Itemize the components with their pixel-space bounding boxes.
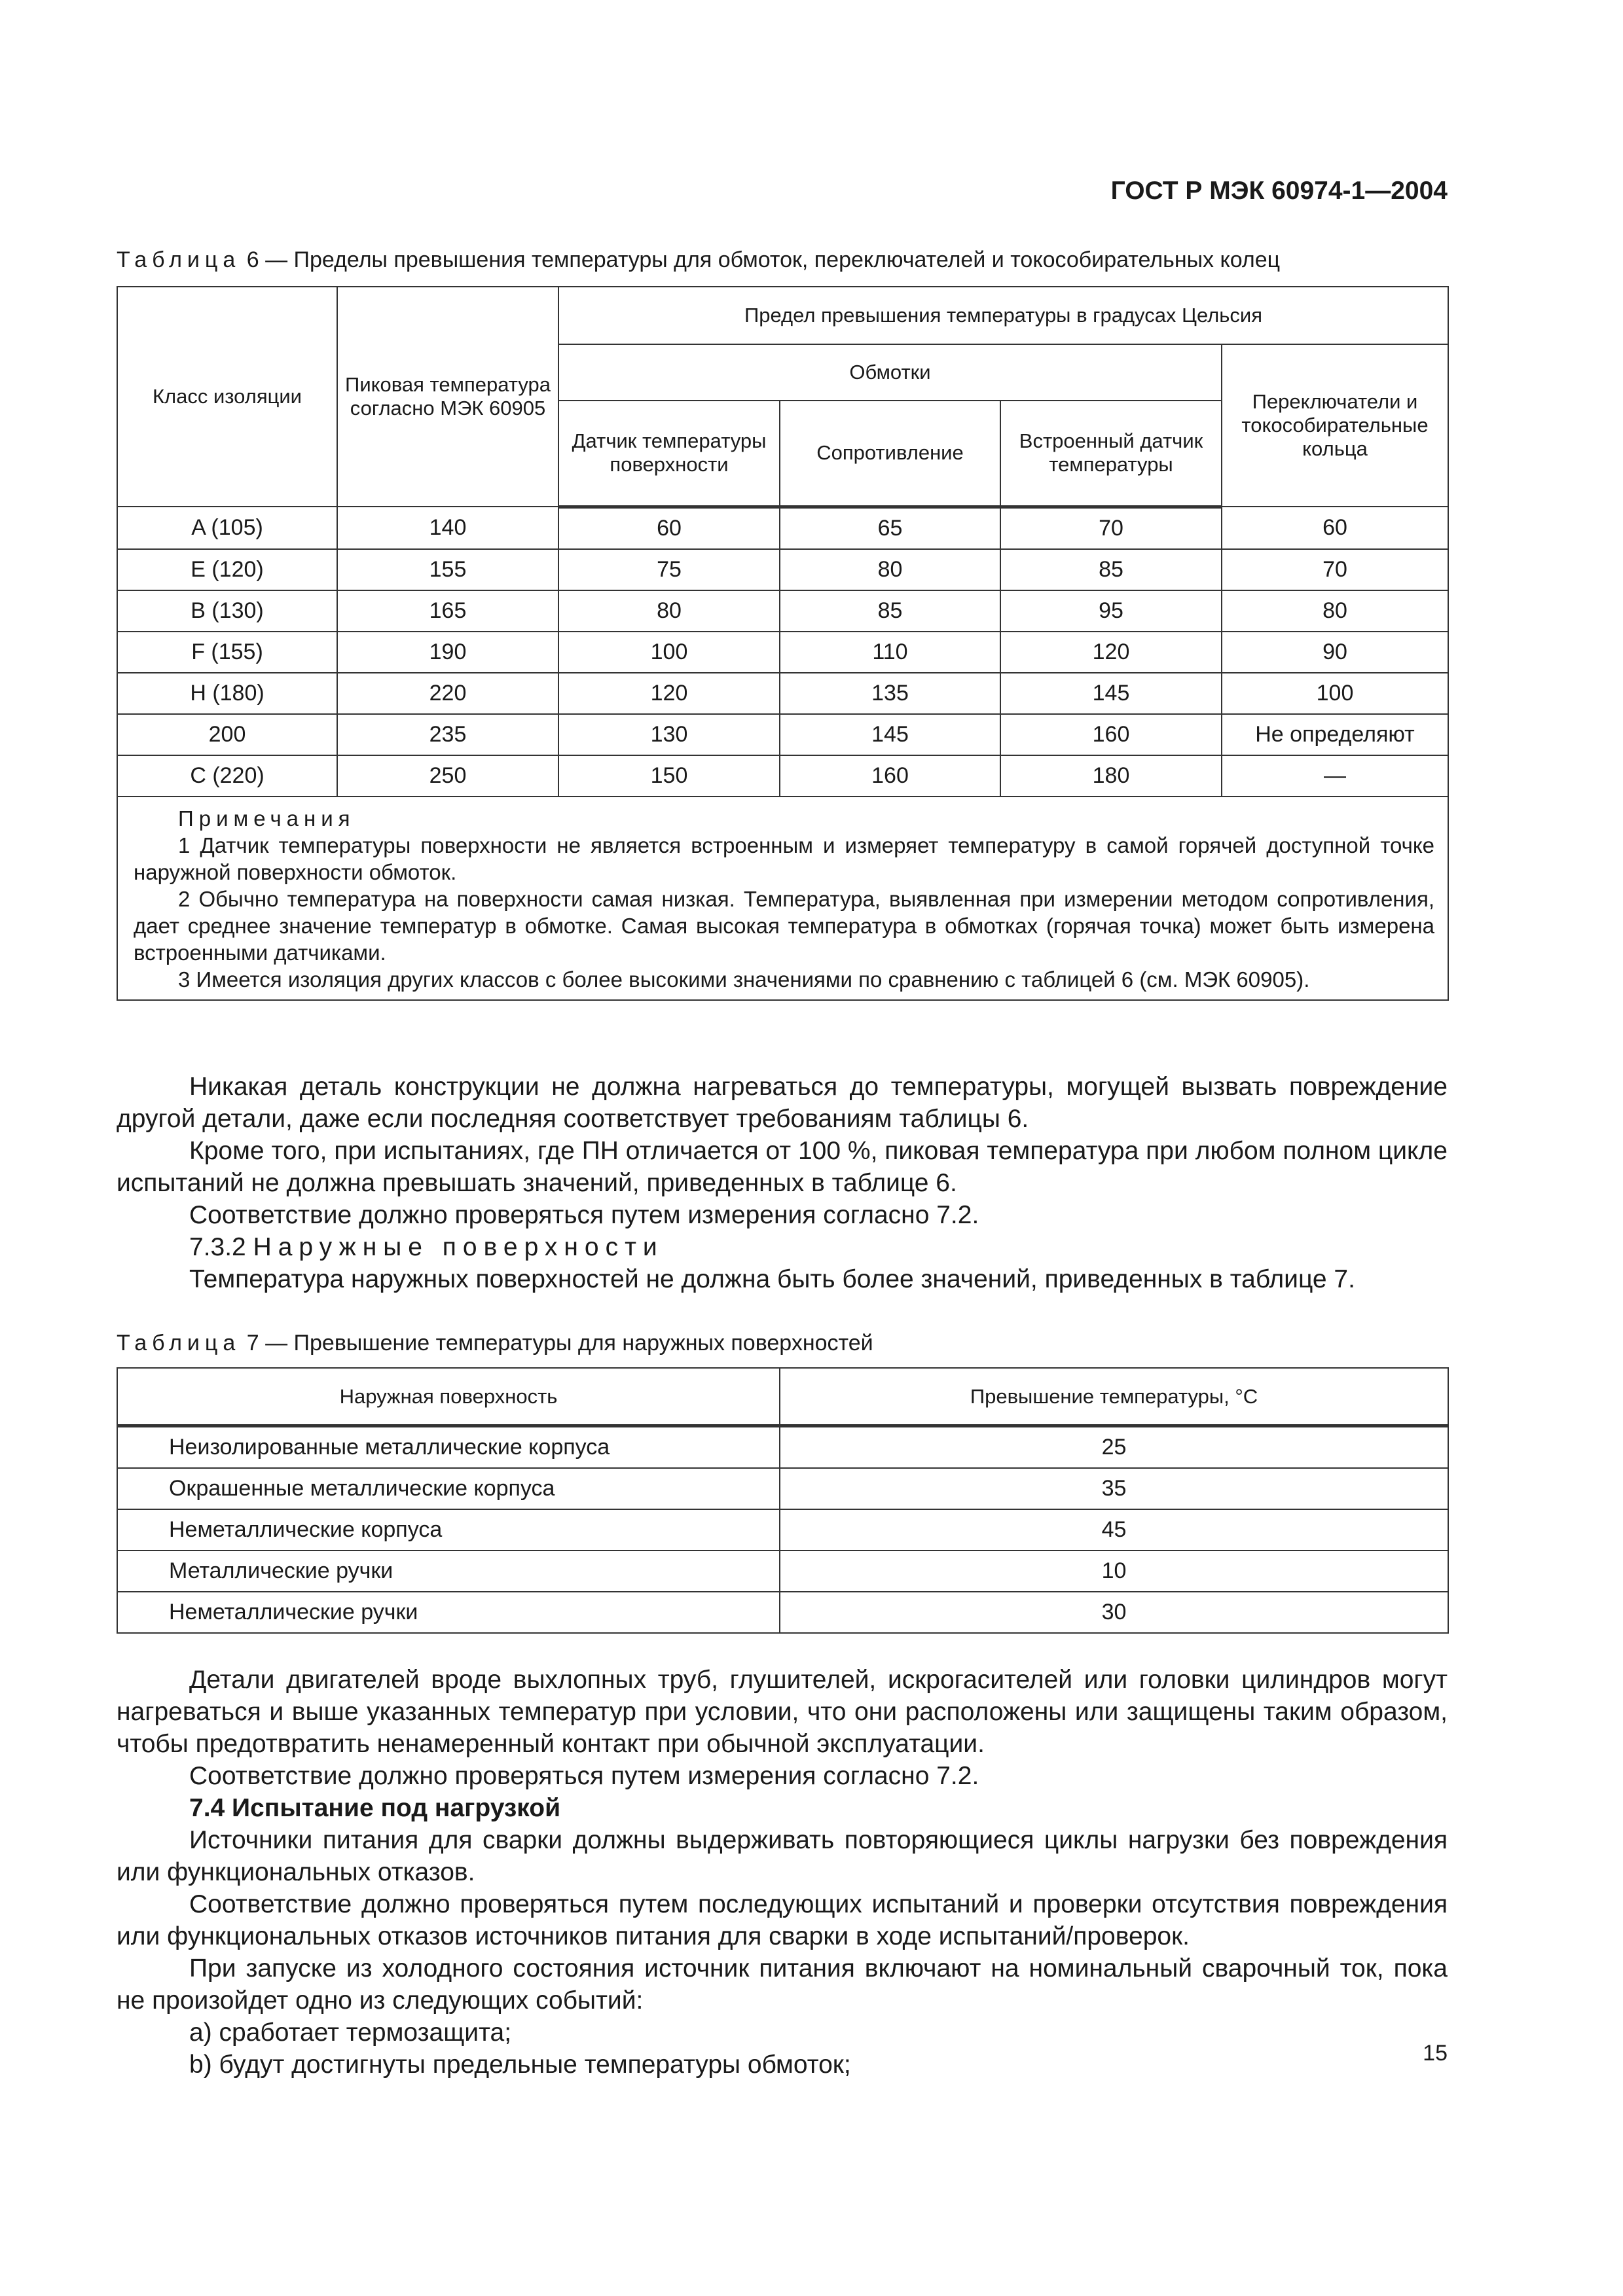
table7-caption-text: 7 — Превышение температуры для наружных поверхностей bbox=[240, 1331, 873, 1355]
cell-peak: 165 bbox=[337, 590, 558, 632]
header-surface: Наружная поверхность bbox=[117, 1368, 780, 1426]
cell-surface: 120 bbox=[558, 673, 780, 714]
cell-surface: Неметаллические корпуса bbox=[117, 1509, 780, 1551]
cell-switches: — bbox=[1222, 755, 1448, 797]
cell-peak: 235 bbox=[337, 714, 558, 755]
cell-peak: 190 bbox=[337, 632, 558, 673]
table6-caption-text: 6 — Пределы превышения температуры для обмоток, переключателей и токособирательных колец bbox=[240, 247, 1281, 272]
table6-caption-label: Таблица bbox=[117, 247, 241, 272]
subsection-title: Наружные поверхности bbox=[253, 1233, 664, 1261]
cell-surface: 150 bbox=[558, 755, 780, 797]
cell-surface: Неизолированные металлические корпуса bbox=[117, 1426, 780, 1469]
paragraph: При запуске из холодного состояния источник питания включают на номинальный сварочный ток, пока не произойдет одно из следующих событий: bbox=[117, 1954, 1448, 2015]
paragraph: Соответствие должно проверяться путем последующих испытаний и проверки отсутствия повреждения или функциональных отказов источников питания для сварки в ходе испытаний/проверок. bbox=[117, 1890, 1448, 1950]
cell-resistance: 145 bbox=[780, 714, 1000, 755]
page-number: 15 bbox=[1423, 2041, 1448, 2066]
table-row bbox=[117, 1426, 1448, 1469]
table-row bbox=[117, 590, 1448, 632]
table-row bbox=[117, 714, 1448, 755]
paragraph: Детали двигателей вроде выхлопных труб, глушителей, искрогасителей или головки цилиндров могут нагреваться и выше указанных температур при условии, что они расположены или защищены таким образом, чтобы предотвратить ненамеренный контакт при обычной эксплуатации. bbox=[117, 1666, 1448, 1758]
cell-class: F (155) bbox=[117, 632, 337, 673]
cell-rise: 35 bbox=[780, 1468, 1448, 1509]
cell-surface: 100 bbox=[558, 632, 780, 673]
note-3: 3 Имеется изоляция других классов с более высокими значениями по сравнению с таблицей 6 (см. МЭК 60905). bbox=[178, 967, 1310, 992]
table6-notes bbox=[117, 797, 1448, 1000]
cell-class: 200 bbox=[117, 714, 337, 755]
table-row bbox=[117, 755, 1448, 797]
cell-embedded: 70 bbox=[1000, 507, 1222, 549]
cell-peak: 250 bbox=[337, 755, 558, 797]
cell-resistance: 80 bbox=[780, 549, 1000, 590]
cell-surface: Неметаллические ручки bbox=[117, 1592, 780, 1633]
table-row bbox=[117, 549, 1448, 590]
paragraph: Никакая деталь конструкции не должна нагреваться до температуры, могущей вызвать повреждение другой детали, даже если последняя соответствует требованиям таблицы 6. bbox=[117, 1073, 1448, 1133]
cell-class: C (220) bbox=[117, 755, 337, 797]
cell-rise: 45 bbox=[780, 1509, 1448, 1551]
table-row bbox=[117, 1468, 1448, 1509]
cell-class: H (180) bbox=[117, 673, 337, 714]
cell-resistance: 85 bbox=[780, 590, 1000, 632]
header-peak-temp: Пиковая температура согласно МЭК 60905 bbox=[337, 287, 558, 507]
table-row bbox=[117, 632, 1448, 673]
cell-rise: 10 bbox=[780, 1551, 1448, 1592]
cell-embedded: 145 bbox=[1000, 673, 1222, 714]
table-row bbox=[117, 673, 1448, 714]
table7-caption bbox=[117, 1331, 873, 1356]
cell-class: B (130) bbox=[117, 590, 337, 632]
subsection-heading bbox=[117, 1231, 1448, 1263]
cell-peak: 220 bbox=[337, 673, 558, 714]
table-row bbox=[117, 507, 1448, 549]
cell-embedded: 95 bbox=[1000, 590, 1222, 632]
cell-surface: 80 bbox=[558, 590, 780, 632]
header-surface-sensor: Датчик температуры поверхности bbox=[558, 401, 780, 507]
paragraph: Температура наружных поверхностей не должна быть более значений, приведенных в таблице 7. bbox=[189, 1265, 1355, 1293]
header-embedded-sensor: Встроенный датчик температуры bbox=[1000, 401, 1222, 507]
table-row bbox=[117, 1509, 1448, 1551]
section-heading: 7.4 Испытание под нагрузкой bbox=[189, 1794, 561, 1822]
cell-surface: 60 bbox=[558, 507, 780, 549]
cell-peak: 140 bbox=[337, 507, 558, 549]
cell-resistance: 65 bbox=[780, 507, 1000, 549]
cell-switches: Не определяют bbox=[1222, 714, 1448, 755]
header-windings: Обмотки bbox=[558, 344, 1222, 401]
cell-resistance: 160 bbox=[780, 755, 1000, 797]
subsection-number: 7.3.2 bbox=[189, 1233, 253, 1261]
note-2: 2 Обычно температура на поверхности самая низкая. Температура, выявленная при измерении методом сопротивления, дает среднее значение температур в обмотке. Самая высокая температура в обмотках (горячая точка) может быть измерена встроенными датчиками. bbox=[134, 886, 1434, 965]
header-resistance: Сопротивление bbox=[780, 401, 1000, 507]
table6-caption bbox=[117, 247, 1280, 273]
cell-switches: 80 bbox=[1222, 590, 1448, 632]
cell-switches: 60 bbox=[1222, 507, 1448, 549]
cell-resistance: 135 bbox=[780, 673, 1000, 714]
paragraph: Соответствие должно проверяться путем измерения согласно 7.2. bbox=[189, 1762, 979, 1790]
cell-switches: 100 bbox=[1222, 673, 1448, 714]
cell-embedded: 85 bbox=[1000, 549, 1222, 590]
list-item: b) будут достигнуты предельные температуры обмоток; bbox=[189, 2051, 851, 2079]
paragraph: Соответствие должно проверяться путем измерения согласно 7.2. bbox=[189, 1201, 979, 1229]
body-section-2 bbox=[117, 1664, 1448, 2081]
header-limit-group: Предел превышения температуры в градусах Цельсия bbox=[558, 287, 1448, 344]
table-row bbox=[117, 1551, 1448, 1592]
table-row bbox=[117, 1592, 1448, 1633]
table7-caption-label: Таблица bbox=[117, 1331, 241, 1355]
paragraph: Источники питания для сварки должны выдерживать повторяющиеся циклы нагрузки без повреждения или функциональных отказов. bbox=[117, 1826, 1448, 1886]
cell-class: A (105) bbox=[117, 507, 337, 549]
body-section-1 bbox=[117, 1071, 1448, 1295]
standard-code: ГОСТ Р МЭК 60974-1—2004 bbox=[1110, 177, 1448, 205]
cell-resistance: 110 bbox=[780, 632, 1000, 673]
cell-peak: 155 bbox=[337, 549, 558, 590]
cell-switches: 90 bbox=[1222, 632, 1448, 673]
notes-title: Примечания bbox=[178, 806, 356, 831]
cell-surface: 75 bbox=[558, 549, 780, 590]
cell-switches: 70 bbox=[1222, 549, 1448, 590]
cell-surface: 130 bbox=[558, 714, 780, 755]
note-1: 1 Датчик температуры поверхности не является встроенным и измеряет температуру в самой горячей доступной точке наружной поверхности обмоток. bbox=[134, 833, 1434, 884]
list-item: a) сработает термозащита; bbox=[189, 2018, 512, 2047]
cell-rise: 25 bbox=[780, 1426, 1448, 1469]
header-insulation-class: Класс изоляции bbox=[117, 287, 337, 507]
paragraph: Кроме того, при испытаниях, где ПН отличается от 100 %, пиковая температура при любом полном цикле испытаний не должна превышать значений, приведенных в таблице 6. bbox=[117, 1137, 1448, 1197]
header-temp-rise: Превышение температуры, °С bbox=[780, 1368, 1448, 1426]
cell-rise: 30 bbox=[780, 1592, 1448, 1633]
table7 bbox=[117, 1367, 1449, 1634]
table6 bbox=[117, 286, 1449, 1001]
cell-surface: Окрашенные металлические корпуса bbox=[117, 1468, 780, 1509]
cell-embedded: 180 bbox=[1000, 755, 1222, 797]
cell-embedded: 120 bbox=[1000, 632, 1222, 673]
cell-class: E (120) bbox=[117, 549, 337, 590]
header-switches: Переключатели и токособирательные кольца bbox=[1222, 344, 1448, 507]
cell-embedded: 160 bbox=[1000, 714, 1222, 755]
cell-surface: Металлические ручки bbox=[117, 1551, 780, 1592]
